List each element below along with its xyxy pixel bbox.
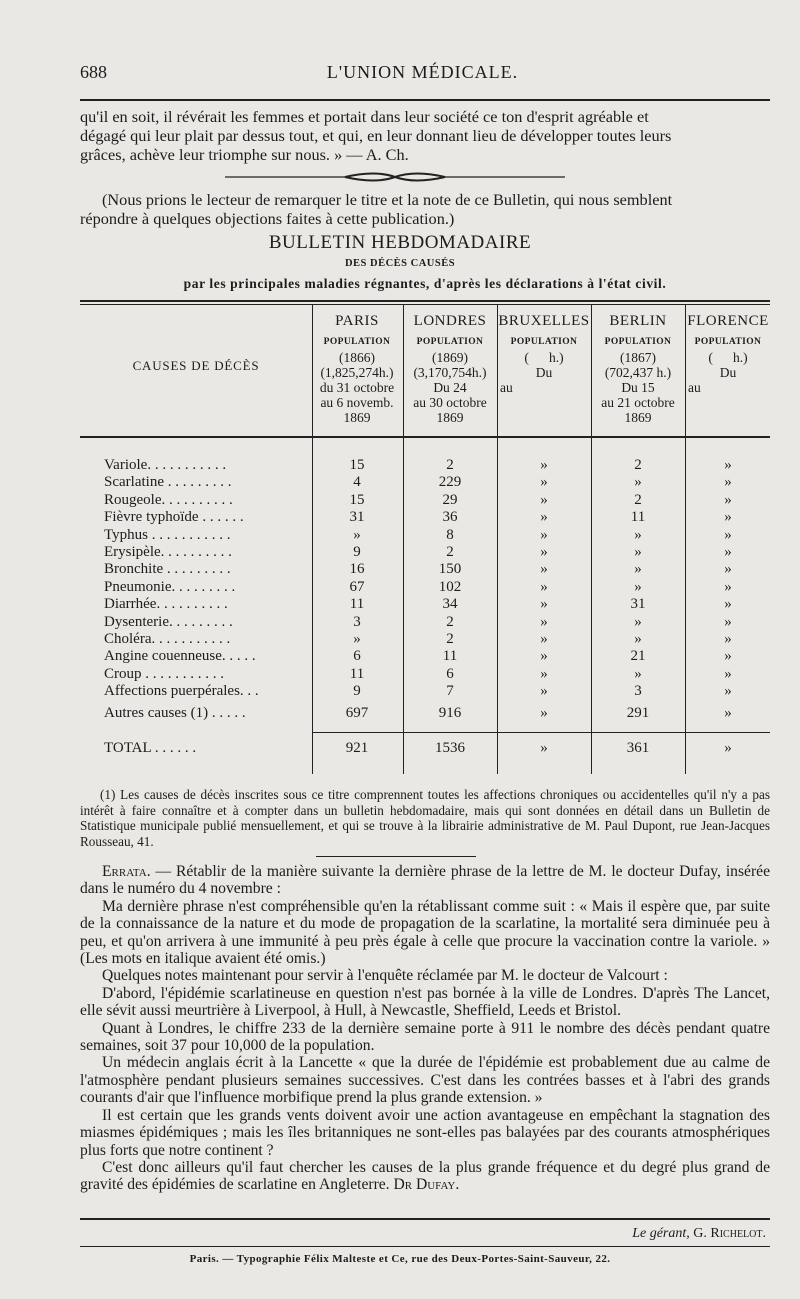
cause-label: Choléra. . . . . . . . . . . [104, 631, 231, 647]
bruxelles-value: » [540, 561, 548, 578]
table-row [80, 562, 770, 577]
londres-value: 11 [442, 648, 458, 665]
intro-line: grâces, achève leur triomphe sur nous. » — A. Ch. [80, 145, 409, 164]
bruxelles-value: » [540, 578, 548, 595]
berlin-value: 31 [630, 596, 646, 613]
cause-label: Rougeole. . . . . . . . . . [104, 491, 233, 508]
ornament-divider [225, 170, 565, 184]
paris-value: 31 [349, 509, 365, 526]
city-name: PARIS [335, 313, 379, 329]
bruxelles-value: » [540, 457, 548, 473]
mortality-table [80, 300, 770, 780]
bulletin-subtitle-2: par les principales maladies régnantes, d'après les déclarations à l'état civil. [183, 276, 667, 291]
intro-line: qu'il en soit, il révérait les femmes et portait dans leur société ce ton d'esprit agréable et [80, 107, 649, 126]
bruxelles-value: » [540, 631, 548, 647]
bruxelles-value: » [540, 474, 548, 491]
gerant-line [632, 1226, 766, 1242]
gerant-name: G. Richelot. [693, 1226, 766, 1241]
florence-value: » [724, 544, 732, 560]
berlin-value: 21 [630, 648, 646, 665]
bruxelles-value: » [540, 544, 548, 560]
population-value: ( h.) [524, 350, 564, 365]
paris-value: 15 [349, 491, 365, 508]
causes-header: CAUSES DE DÉCÈS [132, 358, 260, 373]
intro-paragraph [80, 107, 765, 164]
florence-value: » [724, 578, 732, 595]
cause-label: Dysenterie. . . . . . . . . [104, 613, 233, 630]
paris-value: 9 [353, 683, 361, 700]
column-header-berlin [592, 314, 684, 425]
bulletin-title: BULLETIN HEBDOMADAIRE [268, 232, 532, 253]
table-row [80, 528, 770, 543]
running-title: L'UNION MÉDICALE. [326, 62, 519, 82]
page-number: 688 [80, 62, 107, 82]
florence-value: » [724, 474, 732, 491]
bruxelles-value: » [540, 509, 548, 526]
londres-value: 916 [438, 705, 462, 721]
berlin-value: » [634, 578, 642, 595]
cause-label: Typhus . . . . . . . . . . . [104, 526, 231, 543]
bruxelles-value: » [540, 665, 548, 682]
cause-label: Angine couenneuse. . . . . [104, 648, 256, 665]
errata-paragraph: Quelques notes maintenant pour servir à l'enquête réclamée par M. le docteur de Valcourt : [102, 967, 668, 985]
londres-value: 229 [438, 474, 462, 491]
londres-value: 2 [446, 544, 454, 560]
footer-rule [80, 1218, 770, 1220]
population-value: (702,437 h.) [604, 365, 672, 380]
florence-value: » [724, 665, 732, 682]
florence-value: » [724, 705, 732, 721]
column-header-paris [312, 314, 402, 425]
errata-closing-text: C'est donc ailleurs qu'il faut chercher les causes de la plus grande fréquence et du degré plus grand de gravité des épidémies de scarlatine en Angleterre. [80, 1158, 770, 1194]
population-label: POPULATION [416, 337, 484, 347]
period-end: au 6 novemb. [320, 395, 394, 410]
bruxelles-value: » [540, 648, 548, 665]
period-end: au 21 octobre [601, 395, 675, 410]
berlin-value: 2 [634, 491, 642, 508]
londres-value: 7 [446, 683, 454, 700]
bruxelles-value: » [540, 491, 548, 508]
berlin-value: 361 [626, 740, 650, 756]
paris-value: 9 [353, 544, 361, 560]
table-row [80, 545, 770, 560]
population-value: (3,170,754h.) [413, 365, 487, 380]
total-row [80, 741, 770, 756]
londres-value: 8 [446, 526, 454, 543]
census-year: (1866) [339, 350, 375, 365]
errata-paragraph: D'abord, l'épidémie scarlatineuse en question n'est pas bornée à la ville de Londres. D'après The Lancet, elle sévit aussi meurtrière à Liverpool, à Hull, à Newcastle, Sheffield, Leeds et Bristol. [80, 984, 770, 1020]
florence-value: » [724, 509, 732, 526]
cause-label: Scarlatine . . . . . . . . . [104, 474, 232, 491]
total-label: TOTAL . . . . . . [104, 740, 197, 756]
period-end: au [688, 380, 701, 395]
cause-label: Variole. . . . . . . . . . . [104, 457, 227, 473]
errata-section [80, 863, 770, 1194]
bruxelles-value: » [540, 683, 548, 700]
errata-paragraph: Un médecin anglais écrit à la Lancette « que la durée de l'épidémie est probablement due au calme de l'atmosphère pendant plusieurs semaines successives. C'est dans les contrées basses et à l'abri des grands courants d'air que l'influence morbifique prend la plus grande extension. » [80, 1054, 770, 1107]
table-row [80, 684, 770, 699]
paris-value: 11 [349, 665, 365, 682]
paris-value: 67 [349, 578, 365, 595]
other-causes-row [80, 706, 770, 721]
city-name: BRUXELLES [498, 313, 590, 329]
paris-value: » [353, 631, 361, 647]
paris-value: 15 [349, 457, 365, 473]
londres-value: 1536 [435, 740, 465, 756]
londres-value: 2 [446, 457, 454, 473]
paris-value: 11 [349, 596, 365, 613]
intro-line: dégagé qui leur plait par dessus tout, et qui, en leur donnant lieu de développer toutes leurs [80, 126, 672, 145]
berlin-value: 2 [634, 457, 642, 473]
errata-label: Errata. [102, 863, 151, 880]
page-header [80, 62, 765, 88]
gerant-label: Le gérant, [632, 1226, 690, 1241]
period-end: au 30 octobre [413, 395, 487, 410]
census-year: (1869) [432, 350, 468, 365]
londres-value: 6 [446, 665, 454, 682]
table-row [80, 667, 770, 682]
column-header-londres [404, 314, 496, 425]
cause-label: Bronchite . . . . . . . . . [104, 561, 231, 578]
total-rule [312, 732, 770, 733]
population-value: ( h.) [708, 350, 748, 365]
cause-label: Autres causes (1) . . . . . [104, 705, 246, 721]
bruxelles-value: » [540, 526, 548, 543]
city-name: BERLIN [609, 313, 667, 329]
londres-value: 102 [438, 578, 462, 595]
errata-intro [80, 863, 770, 898]
column-header-bruxelles [498, 314, 590, 395]
florence-value: » [724, 648, 732, 665]
londres-value: 150 [438, 561, 462, 578]
errata-paragraph: Ma dernière phrase n'est compréhensible qu'en la rétablissant comme suit : « Mais il espère que, par suite de la connaissance de la nature et du mode de propagation de la scarlatine, la mortalité sera diminuée peu à peu, et qu'on arrivera à une immunité à peu près égale à celle que procure la vaccination contre la variole. » (Les mots en italique avaient été omis.) [80, 897, 770, 968]
cause-label: Diarrhée. . . . . . . . . . [104, 596, 228, 613]
berlin-value: » [634, 561, 642, 578]
berlin-value: » [634, 544, 642, 560]
errata-paragraph: Quant à Londres, le chiffre 233 de la dernière semaine porte à 911 le nombre des décès pendant quatre semaines, soit 37 pour 10,000 de la population. [80, 1019, 770, 1055]
table-row [80, 597, 770, 612]
cause-label: Erysipèle. . . . . . . . . . [104, 544, 232, 560]
period-year: 1869 [624, 410, 652, 425]
florence-value: » [724, 457, 732, 473]
florence-value: » [724, 596, 732, 613]
notice-line: répondre à quelques objections faites à cette publication.) [80, 209, 455, 228]
signature: Dr Dufay. [393, 1176, 460, 1194]
londres-value: 29 [442, 491, 458, 508]
berlin-value: 11 [630, 509, 646, 526]
florence-value: » [724, 683, 732, 700]
bruxelles-value: » [540, 596, 548, 613]
paris-value: » [353, 526, 361, 543]
table-row [80, 510, 770, 525]
table-row [80, 475, 770, 490]
table-row [80, 632, 770, 647]
period-year: 1869 [343, 410, 371, 425]
header-bottom-rule [80, 436, 770, 438]
bruxelles-value: » [540, 705, 548, 721]
census-year: (1867) [620, 350, 656, 365]
period-end: au [500, 380, 513, 395]
berlin-value: » [634, 665, 642, 682]
table-row [80, 580, 770, 595]
cause-label: Affections puerpérales. . . [104, 683, 259, 700]
table-footnote [80, 787, 770, 849]
header-rule [80, 99, 770, 101]
section-rule [316, 856, 476, 857]
florence-value: » [724, 613, 732, 630]
city-name: FLORENCE [687, 313, 769, 329]
population-label: POPULATION [323, 337, 391, 347]
berlin-value: » [634, 526, 642, 543]
paris-value: 3 [353, 613, 361, 630]
errata-paragraph [80, 1159, 770, 1194]
paris-value: 6 [353, 648, 361, 665]
table-row [80, 615, 770, 630]
imprint: Paris. — Typographie Félix Malteste et Ce, rue des Deux-Portes-Saint-Sauveur, 22. [189, 1253, 611, 1265]
period-start: Du [719, 365, 737, 380]
florence-value: » [724, 491, 732, 508]
notice-line: (Nous prions le lecteur de remarquer le titre et la note de ce Bulletin, qui nous semblent [102, 190, 673, 209]
berlin-value: » [634, 613, 642, 630]
table-top-rule [80, 300, 770, 302]
population-value: (1,825,274h.) [320, 365, 394, 380]
paris-value: 697 [345, 705, 369, 721]
footnote-text: (1) Les causes de décès inscrites sous ce titre comprennent toutes les affections chroniques ou accidentelles qu'il n'y a pas intérêt à faire connaître et à compter dans un bulletin hebdomadaire, mais qui sont données en détail dans un Bulletin de Statistique municipale publié mensuellement, et qui se trouve à la librairie administrative de M. Paul Dupont, rue Jean-Jacques Rousseau, 41. [80, 787, 770, 849]
londres-value: 2 [446, 613, 454, 630]
florence-value: » [724, 561, 732, 578]
berlin-value: 291 [626, 705, 650, 721]
cause-label: Croup . . . . . . . . . . . [104, 665, 224, 682]
errata-paragraph: Il est certain que les grands vents doivent avoir une action avantageuse en empêchant la stagnation des miasmes épidémiques ; mais les îles britanniques ne sont-elles pas balayées par des courants atmosphériques plus forts que notre continent ? [80, 1106, 770, 1159]
period-start: du 31 octobre [319, 380, 395, 395]
londres-value: 36 [442, 509, 458, 526]
berlin-value: 3 [634, 683, 642, 700]
paris-value: 4 [353, 474, 361, 491]
table-top-rule-thin [80, 304, 770, 305]
city-name: LONDRES [413, 313, 487, 329]
londres-value: 34 [442, 596, 458, 613]
period-year: 1869 [436, 410, 464, 425]
bruxelles-value: » [540, 613, 548, 630]
berlin-value: » [634, 631, 642, 647]
table-row [80, 493, 770, 508]
bruxelles-value: » [540, 740, 548, 756]
population-label: POPULATION [694, 337, 762, 347]
period-start: Du 24 [433, 380, 467, 395]
cause-label: Fièvre typhoïde . . . . . . [104, 509, 244, 526]
period-start: Du [535, 365, 553, 380]
paris-value: 921 [345, 740, 369, 756]
florence-value: » [724, 526, 732, 543]
paris-value: 16 [349, 561, 365, 578]
florence-value: » [724, 740, 732, 756]
period-start: Du 15 [621, 380, 655, 395]
berlin-value: » [634, 474, 642, 491]
bulletin-subtitle: DES DÉCÈS CAUSÉS [344, 258, 456, 269]
table-row [80, 649, 770, 664]
population-label: POPULATION [604, 337, 672, 347]
population-label: POPULATION [510, 337, 578, 347]
imprint-rule [80, 1246, 770, 1247]
cause-label: Pneumonie. . . . . . . . . [104, 578, 236, 595]
londres-value: 2 [446, 631, 454, 647]
column-header-florence [686, 314, 770, 395]
notice-paragraph [80, 190, 770, 228]
errata-text: — Rétablir de la manière suivante la dernière phrase de la lettre de M. le docteur Dufay, insérée dans le numéro du 4 novembre : [80, 863, 770, 898]
florence-value: » [724, 631, 732, 647]
table-row [80, 458, 770, 473]
